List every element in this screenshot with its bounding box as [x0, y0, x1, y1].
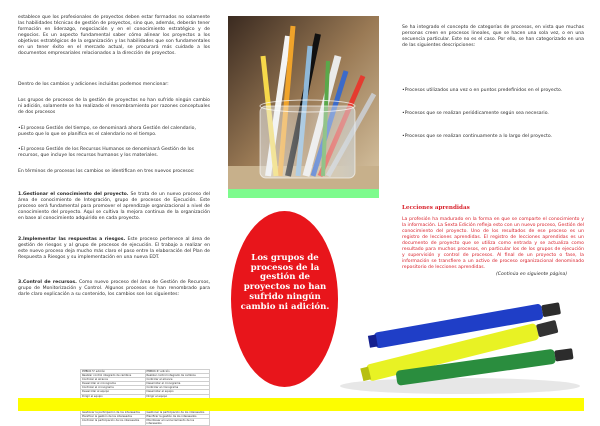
table-cell: Monitorear el involucramiento de los interesados — [145, 419, 210, 426]
bullet-schedule: •El proceso Gestión del tiempo, se denominará ahora Gestión del calendario, puesto que lo que se planifica es el calendario no el tiempo. — [18, 126, 196, 137]
item-risks — [18, 237, 210, 261]
lessons-title: Lecciones aprendidas — [402, 205, 470, 211]
table-cell: Controlar la participación de los interesados — [81, 419, 146, 426]
table-cell: Controlar el alcance — [81, 378, 146, 382]
table-cell: Planificar la gestión de los interesados — [145, 415, 210, 419]
lessons-paragraph: La profesión ha madurado en la forma en que se comparte el conocimiento y la información. La Sexta Edición refleja esto con un nuevo proceso, Gestión del conocimiento del proyecto. Uno de los resultados de ese proceso es un registro de lecciones aprendidas. El registro de lecciones aprendidas es un documento de proyecto que se utiliza como entrada y se actualiza como resultado para muchos procesos, en particular los de los grupos de ejecución y supervisión y control de procesos. Al final de un proyecto o fase, la información se transfiere a un activo de proceso organizacional denominado repositorio de lecciones aprendidas. — [402, 217, 584, 270]
table-cell: Gestionar la participación de los interesados — [81, 410, 146, 414]
table-cell: Desarrollar el cronograma — [145, 382, 210, 386]
continued-note: (Continúa en siguiente página) — [496, 272, 568, 277]
new-processes-intro: En términos de procesos los cambios se identifican en tres nuevos procesos: — [18, 169, 195, 174]
category-once: •Procesos utilizados una vez o en puntos predefinidos en el proyecto. — [402, 88, 563, 93]
yellow-footer-bar — [18, 398, 584, 411]
item-resources-title: 3.Control de recursos. — [18, 280, 77, 285]
table-cell: Realizar control integrado de cambios — [81, 374, 146, 378]
table-cell: Desarrollar el cronograma — [81, 382, 146, 386]
highlighter-markers-image — [336, 300, 584, 394]
intro-paragraph: establece que los profesionales de proyectos deben estar formados no solamente las habilidades técnicas de gestión de proyectos, sino que, además, deberán tener formación en liderazgo, negociación y en el conocimiento estratégico y de negocios. Es un aspecto fundamental saber cómo alinear los proyectos a los objetivos estratégicos de la organización y las habilidades que son fundamentales en un tener éxito en el mercado actual, se procurará más cuidado a los documentos empresariales relacionados a la dirección de proyectos. — [18, 15, 210, 56]
item-knowledge-title: 1.Gestionar el conocimiento del proyecto. — [18, 192, 129, 197]
table-cell: Planificar la gestión de los interesados — [81, 415, 146, 419]
table-cell: Desarrollar el equipo — [145, 390, 210, 394]
table-cell: Dirigir el equipo — [145, 394, 210, 398]
table-cell: Controlar el alcance — [145, 378, 210, 382]
bullet-resources: •El proceso Gestión de los Recursos Humanos se denominará Gestión de los recursos, que incluye los recursos humanos y los materiales. — [18, 147, 194, 158]
category-periodic: •Procesos que se realizan periódicamente según sea necesario. — [402, 111, 549, 116]
table-cell: Gestionar la participación de los interesados — [145, 410, 210, 414]
table-row — [81, 419, 210, 426]
item-resources-body: Como nuevo proceso del área de Gestión de Recursos, grupo de Monitorización y Control. Algunos procesos se han renombrado para darle claro explicación a su contenido, los cambios son los siguientes: — [18, 280, 210, 297]
groups-paragraph: Los grupos de procesos de la gestión de proyectos no han sufrido ningún cambio ni adición, solamente se ha realizado el renombramiento por razones conceptuales de dos procesos — [18, 98, 210, 115]
green-accent-bar — [228, 189, 379, 198]
pens-in-glass-image — [228, 16, 379, 189]
item-resources — [18, 280, 210, 298]
callout-text: Los grupos de procesos de la gestión de proyectos no han sufrido ningún cambio ni adición. — [240, 253, 330, 312]
table-cell: Realizar control integrado de cambios — [145, 374, 210, 378]
table-header-cell: PMBOK 6ª edición — [145, 370, 210, 374]
table-cell: Controlar el cronograma — [81, 386, 146, 390]
item-knowledge — [18, 192, 210, 222]
table-cell: Dirigir el equipo — [81, 394, 146, 398]
item-knowledge-body: Se trata de un nuevo proceso del área de conocimiento de Integración, grupo de procesos de Ejecución. Este proceso será fundamental para promover el aprendizaje organizacional a nivel de conocimiento del proyecto. Aquí se cultiva la mejora continua de la organización en base al conocimiento adquirido en cada proyecto. — [18, 192, 210, 221]
item-risks-title: 2.Implementar las respuestas a riesgos. — [18, 237, 126, 242]
categories-paragraph: Se ha integrado el concepto de categorías de procesos, en vista que muchas personas creen en procesos lineales, que se hacen una sola vez, o en una secuencia particular. Este no es el caso. Por ello, se han categorizado en una de las siguientes descripciones: — [402, 25, 584, 48]
table-cell: Desarrollar el equipo — [81, 390, 146, 394]
changes-intro: Dentro de los cambios y adiciones incluidas podemos mencionar: — [18, 82, 169, 87]
table-header-cell: PMBOK 5ª edición — [81, 370, 146, 374]
category-continuous: •Procesos que se realizan continuamente a lo largo del proyecto. — [402, 134, 553, 139]
item-risks-body: Este proceso pertenece al área de gestión de riesgos y al grupo de procesos de ejecución. El trabajo a realizar en este nuevo proceso deja mucho más claro el paso entre la elaboración del Plan de Respuesta a Riesgos y su implementación en una nueva EDT. — [18, 237, 210, 260]
table-cell: Controlar el cronograma — [145, 386, 210, 390]
